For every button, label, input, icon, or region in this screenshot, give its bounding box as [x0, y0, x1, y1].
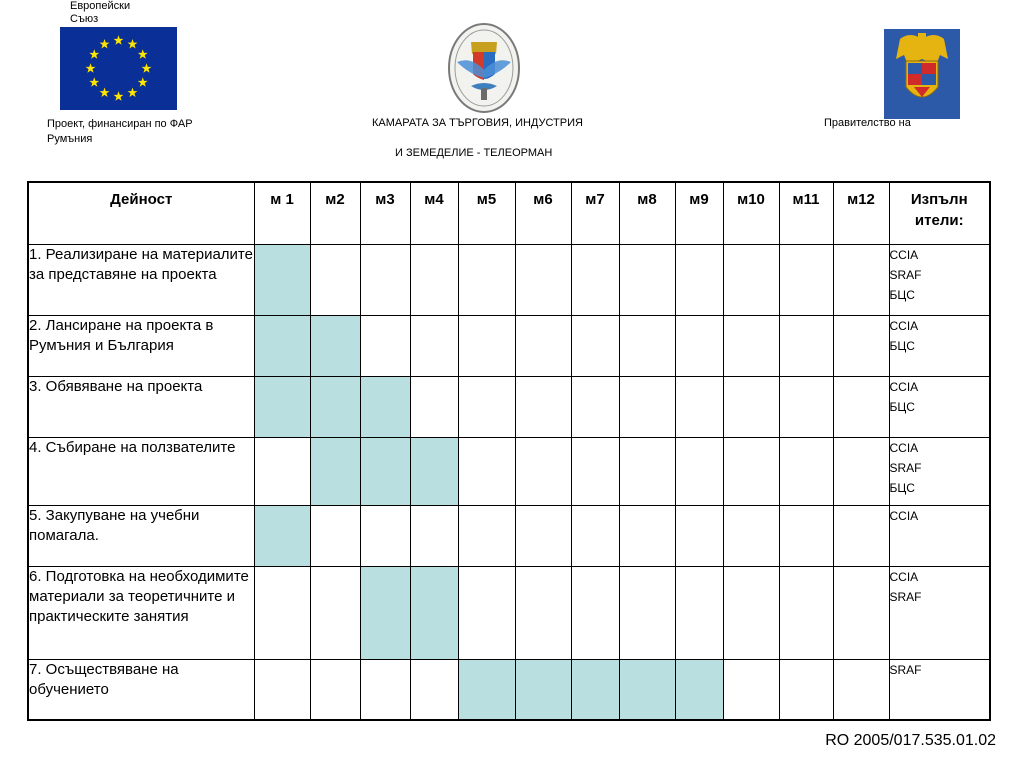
month-cell [254, 437, 310, 505]
activity-schedule-table [27, 181, 991, 721]
month-cell [779, 659, 833, 720]
month-cell [571, 244, 619, 315]
month-cell-active [310, 437, 360, 505]
month-cell [779, 437, 833, 505]
month-cell [458, 244, 515, 315]
column-header-month: м11 [779, 182, 833, 244]
month-cell-active [571, 659, 619, 720]
month-cell [571, 505, 619, 566]
table-header-row [28, 182, 990, 244]
month-cell [458, 505, 515, 566]
executor-label: SRAF [889, 589, 922, 604]
chamber-title-line1: КАМАРАТА ЗА ТЪРГОВИЯ, ИНДУСТРИЯ [372, 117, 583, 129]
month-cell [675, 376, 723, 437]
chamber-title-line2: И ЗЕМЕДЕЛИЕ - ТЕЛЕОРМАН [395, 147, 553, 159]
column-header-month: м12 [833, 182, 889, 244]
month-cell [723, 659, 779, 720]
month-cell [515, 244, 571, 315]
funding-caption [47, 117, 193, 147]
month-cell [310, 244, 360, 315]
month-cell-active [458, 659, 515, 720]
month-cell [410, 659, 458, 720]
eu-flag-icon [60, 27, 177, 110]
column-header-month: м5 [458, 182, 515, 244]
month-cell [619, 376, 675, 437]
executor-label: CCIA [889, 508, 919, 523]
chamber-emblem-icon [447, 22, 521, 114]
month-cell [723, 505, 779, 566]
activity-cell: 5. Закупуване на учебни помагала. [28, 505, 254, 566]
column-header-month: м2 [310, 182, 360, 244]
month-cell [360, 244, 410, 315]
column-header-executors: Изпълн ители: [889, 182, 990, 244]
month-cell-active [619, 659, 675, 720]
executor-label: БЦС [889, 287, 915, 302]
table-row [28, 376, 990, 437]
month-cell [779, 244, 833, 315]
month-cell [833, 437, 889, 505]
eu-caption-line1: Европейски [70, 0, 131, 12]
table-row [28, 244, 990, 315]
month-cell [515, 437, 571, 505]
month-cell [619, 505, 675, 566]
month-cell [675, 244, 723, 315]
eu-caption-line2: Съюз [70, 13, 99, 25]
table-row [28, 659, 990, 720]
month-cell-active [310, 376, 360, 437]
executor-label: SRAF [889, 662, 922, 677]
month-cell [723, 566, 779, 659]
month-cell [410, 376, 458, 437]
month-cell [515, 566, 571, 659]
month-cell [410, 244, 458, 315]
month-cell [833, 659, 889, 720]
funding-caption-line2: Румъния [47, 133, 93, 145]
table-row [28, 437, 990, 505]
executor-label: БЦС [889, 338, 915, 353]
month-cell [619, 244, 675, 315]
month-cell [833, 376, 889, 437]
funding-caption-line1: Проект, финансиран по ФАР [47, 118, 193, 130]
executors-cell [889, 376, 990, 437]
month-cell-active [410, 437, 458, 505]
month-cell [360, 315, 410, 376]
month-cell [458, 315, 515, 376]
executors-cell [889, 437, 990, 505]
month-cell-active [310, 315, 360, 376]
activity-cell: 6. Подготовка на необходимите материали за теоретичните и практическите занятия [28, 566, 254, 659]
executors-cell [889, 505, 990, 566]
month-cell [310, 659, 360, 720]
project-reference: RO 2005/017.535.01.02 [825, 732, 996, 749]
month-cell [723, 244, 779, 315]
column-header-month: м7 [571, 182, 619, 244]
month-cell [833, 244, 889, 315]
executor-label: CCIA [889, 379, 919, 394]
column-header-month: м8 [619, 182, 675, 244]
month-cell-active [254, 315, 310, 376]
month-cell [779, 315, 833, 376]
month-cell [833, 566, 889, 659]
month-cell [458, 376, 515, 437]
executor-label: CCIA [889, 569, 919, 584]
executors-cell [889, 659, 990, 720]
month-cell [458, 566, 515, 659]
executor-label: БЦС [889, 480, 915, 495]
month-cell [675, 437, 723, 505]
executors-cell [889, 315, 990, 376]
table-row [28, 566, 990, 659]
activity-cell: 3. Обявяване на проекта [28, 376, 254, 437]
executor-label: БЦС [889, 399, 915, 414]
government-caption: Правителство на [824, 117, 911, 129]
month-cell-active [254, 244, 310, 315]
column-header-month: м3 [360, 182, 410, 244]
column-header-month: м10 [723, 182, 779, 244]
month-cell [254, 566, 310, 659]
month-cell [675, 505, 723, 566]
column-header-month: м9 [675, 182, 723, 244]
month-cell [779, 376, 833, 437]
month-cell [619, 566, 675, 659]
month-cell [310, 505, 360, 566]
executor-label: CCIA [889, 247, 919, 262]
month-cell [723, 315, 779, 376]
table-row [28, 315, 990, 376]
month-cell-active [254, 376, 310, 437]
month-cell [779, 505, 833, 566]
romania-coat-of-arms-icon [882, 29, 962, 119]
month-cell [833, 505, 889, 566]
month-cell [458, 437, 515, 505]
month-cell [360, 659, 410, 720]
month-cell [779, 566, 833, 659]
month-cell-active [675, 659, 723, 720]
column-header-month: м 1 [254, 182, 310, 244]
month-cell [515, 315, 571, 376]
eu-caption [70, 0, 130, 26]
month-cell [675, 315, 723, 376]
month-cell [515, 505, 571, 566]
month-cell [571, 566, 619, 659]
executors-cell [889, 244, 990, 315]
executor-label: SRAF [889, 267, 922, 282]
activity-cell: 4. Събиране на ползвателите [28, 437, 254, 505]
month-cell [360, 505, 410, 566]
month-cell [410, 505, 458, 566]
column-header-month: м4 [410, 182, 458, 244]
month-cell [410, 315, 458, 376]
table-body [28, 244, 990, 720]
table-row [28, 505, 990, 566]
month-cell [310, 566, 360, 659]
activity-cell: 1. Реализиране на материалите за представяне на проекта [28, 244, 254, 315]
month-cell [254, 659, 310, 720]
column-header-activity: Дейност [28, 182, 254, 244]
activity-cell: 7. Осъществяване на обучението [28, 659, 254, 720]
executors-cell [889, 566, 990, 659]
month-cell [619, 437, 675, 505]
activity-cell: 2. Лансиране на проекта в Румъния и България [28, 315, 254, 376]
month-cell [571, 376, 619, 437]
month-cell-active [360, 376, 410, 437]
executor-label: SRAF [889, 460, 922, 475]
column-header-month: м6 [515, 182, 571, 244]
month-cell [571, 437, 619, 505]
month-cell [723, 376, 779, 437]
month-cell [833, 315, 889, 376]
month-cell-active [254, 505, 310, 566]
month-cell-active [410, 566, 458, 659]
executor-label: CCIA [889, 318, 919, 333]
month-cell [675, 566, 723, 659]
month-cell-active [360, 437, 410, 505]
month-cell [515, 376, 571, 437]
month-cell-active [360, 566, 410, 659]
month-cell [619, 315, 675, 376]
month-cell [723, 437, 779, 505]
month-cell [571, 315, 619, 376]
executor-label: CCIA [889, 440, 919, 455]
month-cell-active [515, 659, 571, 720]
